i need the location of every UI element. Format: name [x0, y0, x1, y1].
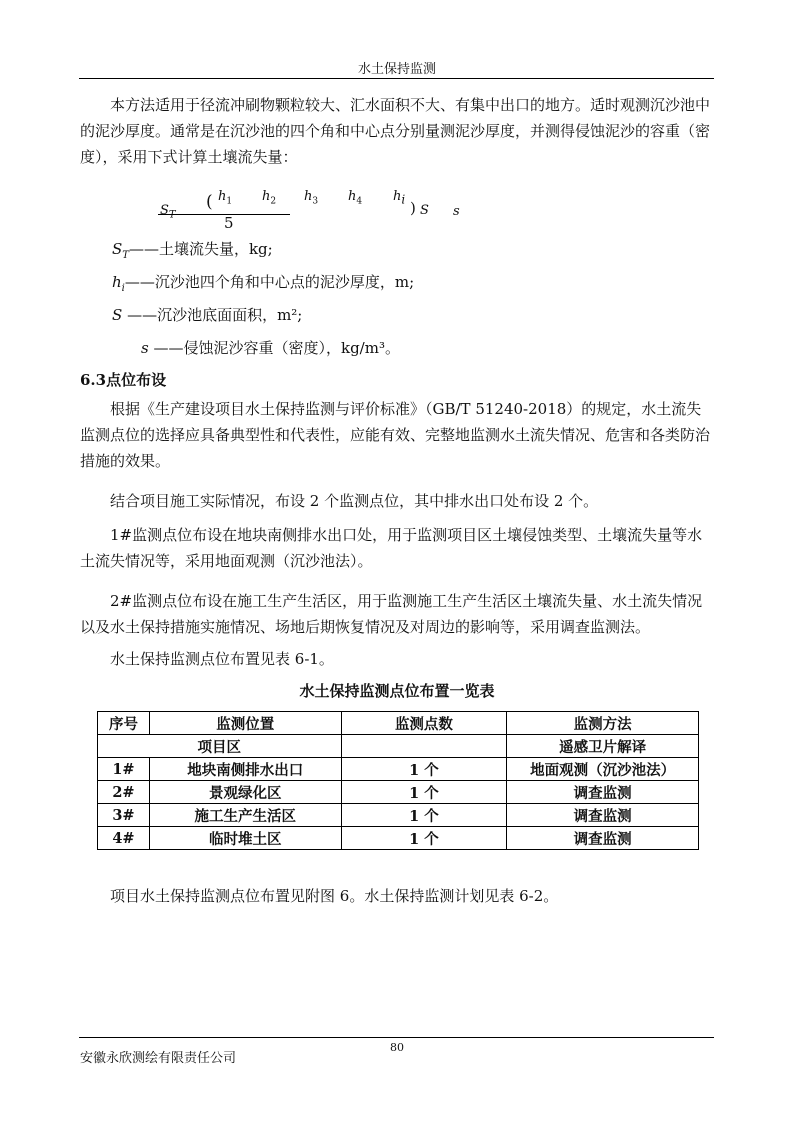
definition-symbol: S [112, 306, 123, 324]
table-row [98, 804, 699, 827]
formula-term-hi [393, 189, 405, 207]
definition-symbol: s [141, 339, 149, 357]
formula-lhs-sub: T [168, 209, 176, 221]
body-paragraph-table-ref: 水土保持监测点位布置见表 6-1。 [110, 650, 334, 668]
term-base: h [348, 189, 357, 204]
header-cell: 监测方法 [507, 712, 699, 735]
table-row [98, 781, 699, 804]
table-cell: 景观绿化区 [149, 781, 341, 804]
formula-close-paren: ) [410, 199, 416, 217]
table-cell: 4# [98, 827, 150, 850]
body-paragraph-standard: 根据《生产建设项目水土保持监测与评价标准》（GB/T 51240-2018）的规定，水土流失监测点位的选择应具备典型性和代表性，应能有效、完整地监测水土流失情况、危害和各类防治措施的效果。 [80, 400, 711, 470]
table-cell: 临时堆土区 [149, 827, 341, 850]
formula-denominator: 5 [224, 214, 234, 232]
header-cell: 序号 [98, 712, 150, 735]
table-cell: 遥感卫片解译 [507, 735, 699, 758]
definition-sub: T [122, 250, 129, 261]
definition-st [112, 238, 273, 261]
table-cell: 地面观测（沉沙池法） [507, 758, 699, 781]
table-row-project-area [98, 735, 699, 758]
table-cell: 1 个 [341, 781, 507, 804]
table-header-row [98, 712, 699, 735]
table-cell: 调查监测 [507, 827, 699, 850]
table-cell: 调查监测 [507, 804, 699, 827]
term-base: h [393, 189, 402, 204]
formula-term-h4 [348, 189, 362, 207]
body-paragraph-point2: 2#监测点位布设在施工生产生活区，用于监测施工生产生活区土壤流失量、水土流失情况以及水土保持措施实施情况、场地后期恢复情况及对周边的影响等，采用调查监测法。 [80, 592, 703, 636]
table-cell: 1 个 [341, 804, 507, 827]
header-cell: 监测点数 [341, 712, 507, 735]
term-base: h [218, 189, 227, 204]
intro-paragraph: 本方法适用于径流冲刷物颗粒较大、汇水面积不大、有集中出口的地方。适时观测沉沙池中的泥沙厚度。通常是在沉沙池的四个角和中心点分别量测泥沙厚度，并测得侵蚀泥沙的容重（密度），采用下式计算土壤流失量： [80, 96, 711, 166]
closing-paragraph: 项目水土保持监测点位布置见附图 6。水土保持监测计划见表 6-2。 [110, 887, 559, 905]
page-header-title: 水土保持监测 [357, 62, 436, 77]
term-base: h [262, 189, 271, 204]
term-sub: 1 [226, 196, 233, 207]
definition-text: ——沉沙池底面面积，m²; [127, 306, 303, 324]
term-sub: 3 [312, 196, 319, 207]
definition-symbol: S [112, 240, 123, 258]
term-base: h [304, 189, 313, 204]
footer-rule [79, 1037, 714, 1038]
definition-text: ——土壤流失量，kg; [128, 240, 273, 258]
header-cell: 监测位置 [149, 712, 341, 735]
table-cell: 调查监测 [507, 781, 699, 804]
definition-hi [112, 271, 414, 294]
formula-term-h2 [262, 189, 276, 207]
body-paragraph-point1: 1#监测点位布设在地块南侧排水出口处，用于监测项目区土壤侵蚀类型、土壤流失量等水土流失情况等，采用地面观测（沉沙池法）。 [80, 526, 703, 570]
term-sub: 4 [356, 196, 363, 207]
table-cell: 1 个 [341, 758, 507, 781]
formula-lhs-symbol: S [160, 203, 169, 218]
table-row [98, 758, 699, 781]
term-sub: 2 [270, 196, 277, 207]
definition-s-density [141, 337, 400, 358]
formula-density-symbol: s [453, 204, 460, 219]
table-cell: 1 个 [341, 827, 507, 850]
definition-sub: i [121, 283, 125, 294]
formula-open-paren: ( [206, 192, 213, 212]
table-cell: 3# [98, 804, 150, 827]
table-cell: 地块南侧排水出口 [149, 758, 341, 781]
page-number: 80 [390, 1041, 404, 1054]
monitoring-points-table [97, 711, 699, 850]
term-sub: i [401, 192, 406, 207]
table-title: 水土保持监测点位布置一览表 [299, 682, 495, 700]
table-cell: 1# [98, 758, 150, 781]
formula-lhs [160, 203, 176, 221]
table-cell: 施工生产生活区 [149, 804, 341, 827]
formula-term-h1 [218, 189, 232, 207]
body-paragraph-layout: 结合项目施工实际情况，布设 2 个监测点位，其中排水出口处布设 2 个。 [110, 492, 599, 510]
header-rule [79, 78, 714, 79]
table-cell: 项目区 [98, 735, 342, 758]
table-row [98, 827, 699, 850]
definition-symbol: h [112, 273, 122, 291]
formula-term-h3 [304, 189, 318, 207]
table-cell: 2# [98, 781, 150, 804]
section-heading: 6.3点位布设 [80, 371, 167, 389]
definition-text: ——侵蚀泥沙容重（密度），kg/m³。 [153, 339, 400, 357]
definition-s-area [112, 304, 302, 325]
table-cell [341, 735, 507, 758]
footer-company-name: 安徽永欣测绘有限责任公司 [80, 1051, 237, 1066]
definition-text: ——沉沙池四个角和中心点的泥沙厚度，m; [124, 273, 415, 291]
formula-area-symbol: S [420, 203, 429, 218]
